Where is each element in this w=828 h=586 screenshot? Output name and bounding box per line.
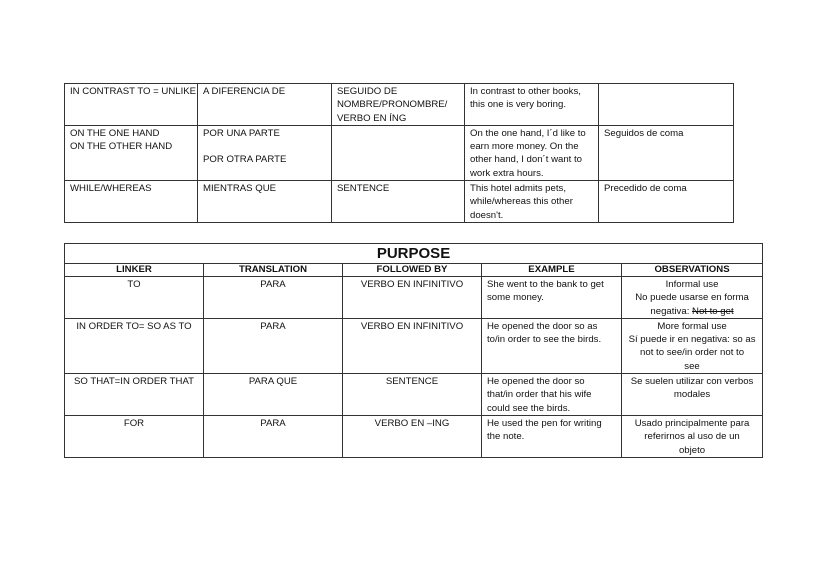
- linker-cell: [65, 277, 204, 319]
- followed-by-cell: [332, 125, 465, 180]
- table-row: [65, 125, 734, 180]
- linker-cell: [65, 125, 198, 180]
- struck-text: Not to get: [692, 305, 734, 317]
- translation-cell: [198, 84, 332, 126]
- contrast-linkers-table: [64, 83, 734, 223]
- table-row: [65, 374, 763, 416]
- example-text: On the one hand, I´d like to: [470, 127, 586, 139]
- header-followed-by: FOLLOWED BY: [343, 264, 482, 277]
- linker-text: SO THAT=IN ORDER THAT: [73, 376, 195, 388]
- title-row: [65, 244, 763, 264]
- header-row: [65, 264, 763, 277]
- translation-cell: [204, 277, 343, 319]
- observations-prefix: negativa:: [650, 305, 693, 317]
- example-text: that/in order that his wife: [487, 389, 592, 401]
- followed-by-cell: [332, 84, 465, 126]
- linker-text: IN ORDER TO= SO AS TO: [76, 320, 192, 332]
- translation-cell: [204, 415, 343, 457]
- observations-text: Seguidos de coma: [604, 127, 684, 139]
- example-text: This hotel admits pets,: [470, 183, 566, 195]
- example-cell: [465, 125, 599, 180]
- example-text: She went to the bank to get: [487, 279, 604, 290]
- linker-cell: [65, 181, 198, 223]
- linker-cell: [65, 415, 204, 457]
- linker-text: IN CONTRAST TO = UNLIKE: [70, 86, 197, 97]
- observations-cell: [599, 181, 734, 223]
- example-cell: [465, 181, 599, 223]
- purpose-linkers-table: [64, 243, 763, 458]
- translation-text: PARA QUE: [248, 376, 298, 388]
- observations-text: modales: [673, 389, 711, 401]
- table-title: PURPOSE: [65, 244, 763, 264]
- observations-text: More formal use: [657, 320, 727, 332]
- spacer: [203, 140, 327, 153]
- followed-by-cell: [343, 318, 482, 373]
- linker-text: TO: [127, 279, 141, 290]
- table-row: [65, 318, 763, 373]
- table-row: [65, 415, 763, 457]
- example-cell: [465, 84, 599, 126]
- linker-text: ON THE OTHER HAND: [70, 141, 173, 153]
- observations-text: No puede usarse en forma: [635, 292, 749, 304]
- example-text: doesn't.: [470, 209, 504, 221]
- example-text: He used the pen for writing: [487, 417, 602, 429]
- table-row: [65, 181, 734, 223]
- observations-cell: [622, 277, 763, 319]
- translation-text: PARA: [260, 320, 286, 332]
- example-text: He opened the door so: [487, 376, 585, 388]
- example-text: while/whereas this other: [470, 196, 573, 208]
- observations-text: Se suelen utilizar con verbos: [630, 376, 754, 388]
- translation-cell: [204, 374, 343, 416]
- translation-text: PARA: [260, 279, 286, 290]
- observations-text: Usado principalmente para: [634, 417, 750, 429]
- example-text: work extra hours.: [470, 167, 544, 179]
- example-text: He opened the door so as: [487, 320, 598, 332]
- followed-by-text: SENTENCE: [337, 183, 390, 195]
- header-example: EXAMPLE: [482, 264, 622, 277]
- example-text: In contrast to other books,: [470, 86, 581, 97]
- example-cell: [482, 318, 622, 373]
- linker-text: WHILE/WHEREAS: [70, 183, 152, 195]
- followed-by-cell: [343, 277, 482, 319]
- example-cell: [482, 374, 622, 416]
- header-linker: LINKER: [65, 264, 204, 277]
- observations-cell: [622, 415, 763, 457]
- table-row: [65, 277, 763, 319]
- example-text: this one is very boring.: [470, 99, 566, 111]
- observations-cell: [622, 318, 763, 373]
- observations-cell: [599, 125, 734, 180]
- example-text: could see the birds.: [487, 402, 571, 414]
- translation-text: PARA: [260, 417, 286, 429]
- observations-cell: [622, 374, 763, 416]
- example-cell: [482, 277, 622, 319]
- example-text: earn more money. On the: [470, 141, 579, 153]
- example-text: to/in order to see the birds.: [487, 334, 602, 346]
- followed-by-cell: [332, 181, 465, 223]
- observations-cell: [599, 84, 734, 126]
- followed-by-text: VERBO EN –ING: [374, 417, 450, 429]
- linker-cell: [65, 318, 204, 373]
- followed-by-text: SEGUIDO DE: [337, 86, 398, 97]
- followed-by-cell: [343, 415, 482, 457]
- linker-text: FOR: [123, 417, 145, 429]
- header-observations: OBSERVATIONS: [622, 264, 763, 277]
- followed-by-text: NOMBRE/PRONOMBRE/: [337, 99, 448, 111]
- observations-text: referirnos al uso de un: [644, 431, 740, 443]
- example-text: the note.: [487, 431, 525, 443]
- example-text: other hand, I don´t want to: [470, 154, 583, 166]
- translation-text: POR OTRA PARTE: [203, 154, 287, 166]
- observations-text: objeto: [678, 444, 706, 456]
- observations-text: Precedido de coma: [604, 183, 687, 195]
- example-cell: [482, 415, 622, 457]
- header-translation: TRANSLATION: [204, 264, 343, 277]
- followed-by-text: VERBO EN INFINITIVO: [360, 279, 464, 290]
- followed-by-text: VERBO EN INFINITIVO: [360, 320, 464, 332]
- translation-cell: [198, 125, 332, 180]
- followed-by-text: VERBO EN ÍNG: [337, 112, 407, 124]
- observations-text: [625, 305, 759, 318]
- observations-text: not to see/in order not to: [640, 347, 745, 359]
- table-row: [65, 84, 734, 126]
- linker-cell: [65, 84, 198, 126]
- observations-text: Informal use: [665, 279, 719, 290]
- translation-text: MIENTRAS QUE: [203, 183, 277, 195]
- observations-text: Sí puede ir en negativa: so as: [628, 334, 756, 346]
- translation-text: POR UNA PARTE: [203, 127, 280, 139]
- followed-by-text: SENTENCE: [385, 376, 439, 388]
- example-text: some money.: [487, 292, 544, 304]
- followed-by-cell: [343, 374, 482, 416]
- observations-text: see: [684, 360, 700, 372]
- translation-cell: [198, 181, 332, 223]
- linker-cell: [65, 374, 204, 416]
- linker-text: ON THE ONE HAND: [70, 127, 160, 139]
- translation-cell: [204, 318, 343, 373]
- translation-text: A DIFERENCIA DE: [203, 86, 286, 97]
